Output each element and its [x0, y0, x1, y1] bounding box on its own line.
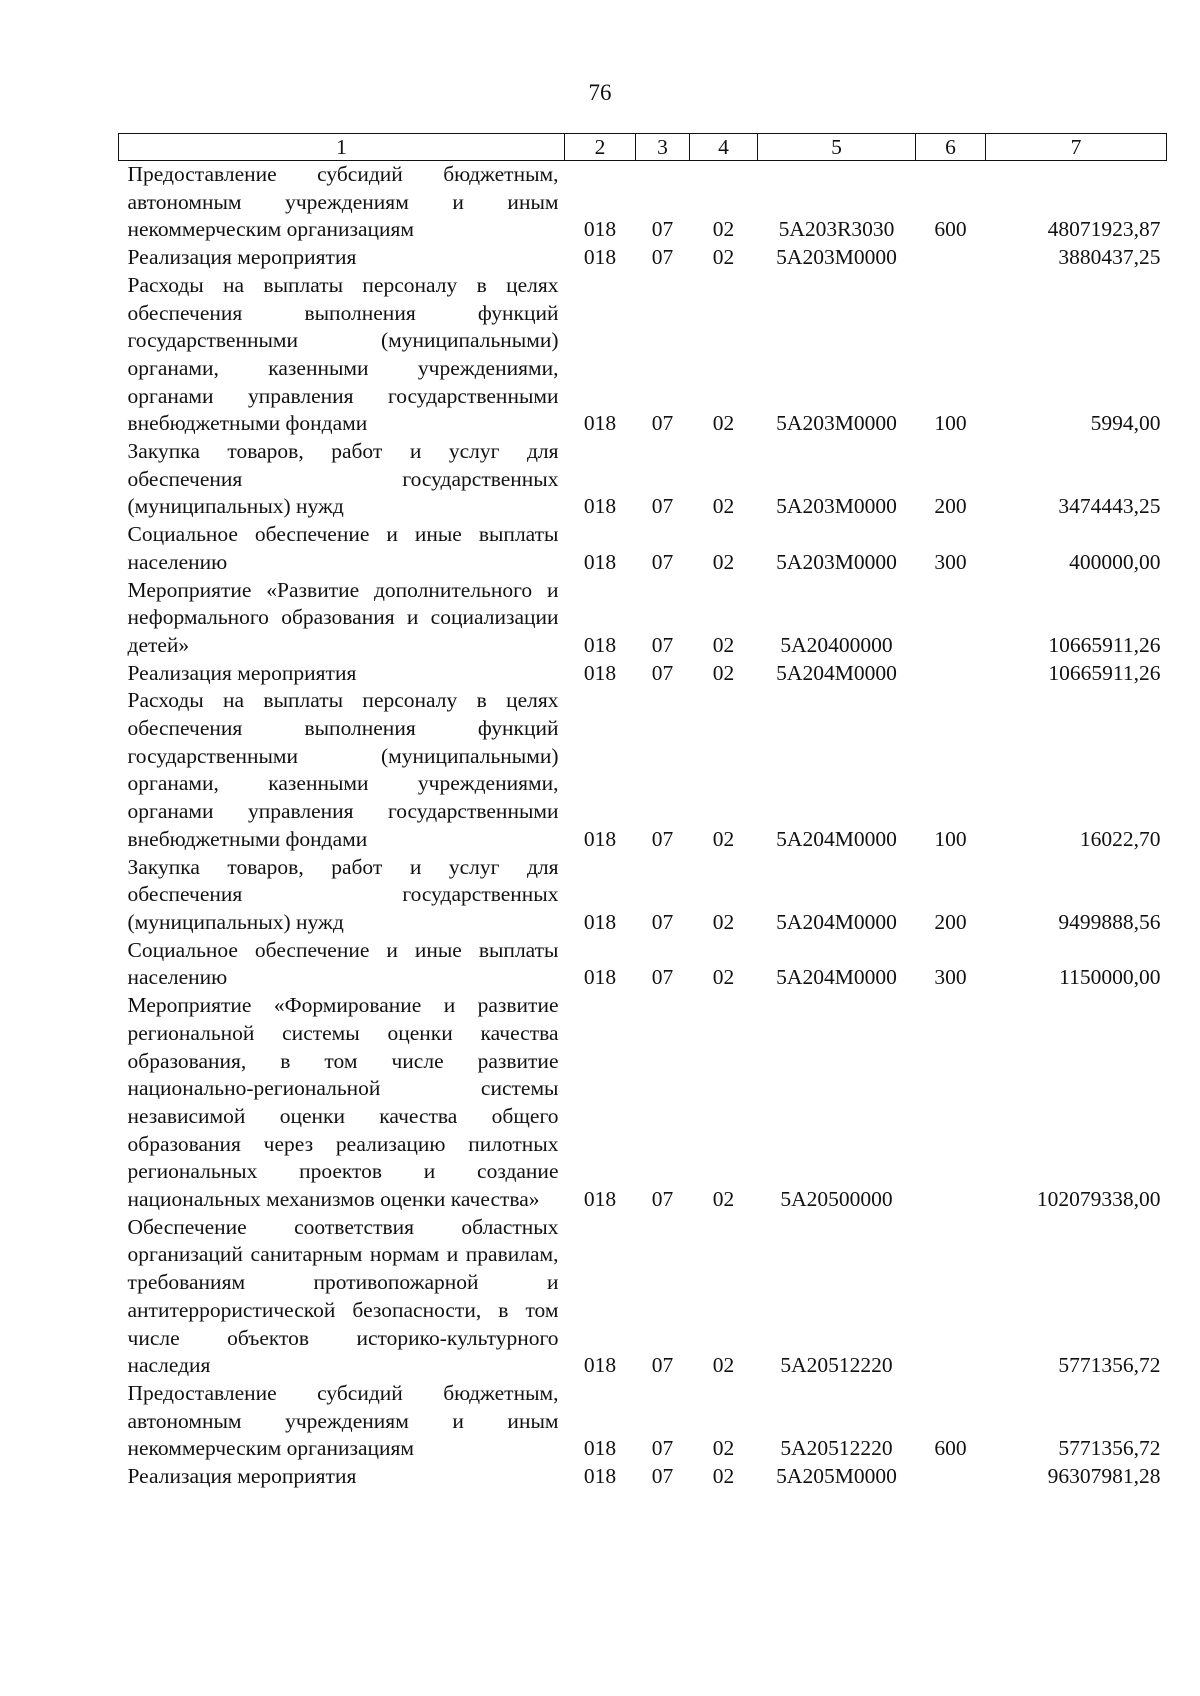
budget-table	[118, 133, 1167, 1491]
table-row	[119, 438, 1167, 521]
table-row	[119, 244, 1167, 272]
table-row	[119, 1380, 1167, 1463]
row-section-code: 07	[651, 245, 674, 270]
row-target-article-code: 5А204М0000	[776, 909, 897, 934]
row-grbs-code: 018	[583, 1464, 617, 1489]
row-grbs-code: 018	[583, 1436, 617, 1461]
table-body	[119, 161, 1167, 1491]
row-grbs-code: 018	[583, 549, 617, 574]
row-grbs-code: 018	[583, 660, 617, 685]
row-expense-type-code	[916, 244, 986, 272]
row-section-code: 07	[651, 1353, 674, 1378]
row-amount: 10665911,26	[1048, 660, 1161, 685]
row-expense-type-code	[916, 992, 986, 1214]
row-subsection-code: 02	[712, 217, 735, 242]
row-subsection-code: 02	[712, 826, 735, 851]
row-section-code: 07	[651, 217, 674, 242]
page-number: 76	[588, 80, 612, 105]
row-section-code: 07	[651, 1436, 674, 1461]
row-name: Социальное обеспечение и иные выплаты населению	[127, 937, 559, 990]
row-amount: 3880437,25	[1058, 245, 1161, 270]
row-section-code: 07	[651, 1464, 674, 1489]
row-amount: 3474443,25	[1058, 494, 1161, 519]
row-expense-type-code	[916, 577, 986, 660]
row-expense-type-code: 100	[934, 826, 967, 851]
row-expense-type-code	[916, 1214, 986, 1380]
table-row	[119, 577, 1167, 660]
row-grbs-code: 018	[583, 632, 617, 657]
row-amount: 96307981,28	[1047, 1464, 1161, 1489]
row-subsection-code: 02	[712, 549, 735, 574]
row-grbs-code: 018	[583, 1187, 617, 1212]
row-section-code: 07	[651, 549, 674, 574]
row-name: Предоставление субсидий бюджетным, автономным учреждениям и иным некоммерческим организациям	[127, 162, 559, 242]
row-expense-type-code: 200	[934, 909, 967, 934]
row-section-code: 07	[651, 411, 674, 436]
table-row	[119, 992, 1167, 1214]
table-row	[119, 687, 1167, 853]
row-expense-type-code: 100	[934, 411, 967, 436]
table-row	[119, 161, 1167, 245]
table-row	[119, 272, 1167, 438]
row-target-article-code: 5А203М0000	[776, 411, 897, 436]
row-grbs-code: 018	[583, 494, 617, 519]
row-name: Мероприятие «Развитие дополнительного и неформального образования и социализации детей»	[127, 577, 559, 657]
row-section-code: 07	[651, 965, 674, 990]
row-grbs-code: 018	[583, 909, 617, 934]
row-section-code: 07	[651, 909, 674, 934]
row-subsection-code: 02	[712, 660, 735, 685]
row-target-article-code: 5А20500000	[780, 1187, 893, 1212]
row-target-article-code: 5А204М0000	[776, 660, 897, 685]
row-name: Закупка товаров, работ и услуг для обеспечения государственных (муниципальных) нужд	[127, 439, 559, 519]
row-subsection-code: 02	[712, 411, 735, 436]
table-row	[119, 854, 1167, 937]
row-amount: 5771356,72	[1058, 1436, 1161, 1461]
row-amount: 400000,00	[1069, 549, 1161, 574]
row-name: Обеспечение соответствия областных организаций санитарным нормам и правилам, требованиям противопожарной и антитеррористической безопасности, в том числе объектов историко-культурного наследия	[127, 1214, 559, 1378]
row-subsection-code: 02	[712, 1353, 735, 1378]
row-subsection-code: 02	[712, 494, 735, 519]
row-subsection-code: 02	[712, 1436, 735, 1461]
column-header-5: 5	[758, 134, 916, 161]
table-row	[119, 521, 1167, 576]
row-name: Закупка товаров, работ и услуг для обеспечения государственных (муниципальных) нужд	[127, 854, 559, 934]
row-subsection-code: 02	[712, 245, 735, 270]
row-amount: 48071923,87	[1047, 217, 1161, 242]
row-expense-type-code: 600	[934, 1436, 967, 1461]
row-amount: 9499888,56	[1058, 909, 1161, 934]
row-amount: 16022,70	[1079, 826, 1161, 851]
row-target-article-code: 5А205М0000	[776, 1464, 897, 1489]
row-expense-type-code	[916, 660, 986, 688]
row-grbs-code: 018	[583, 245, 617, 270]
row-expense-type-code: 300	[934, 965, 967, 990]
row-subsection-code: 02	[712, 1464, 735, 1489]
column-header-1: 1	[119, 134, 565, 161]
row-target-article-code: 5А20512220	[780, 1353, 893, 1378]
row-name: Мероприятие «Формирование и развитие региональной системы оценки качества образования, в том числе развитие национально-региональной системы независимой оценки качества общего образования через реализацию пилотных региональных проектов и создание национальных механизмов оценки качества»	[127, 993, 559, 1212]
row-section-code: 07	[651, 660, 674, 685]
column-header-7: 7	[986, 134, 1167, 161]
row-name: Реализация мероприятия	[127, 1464, 357, 1489]
row-amount: 10665911,26	[1048, 632, 1161, 657]
row-expense-type-code: 300	[934, 549, 967, 574]
row-name: Расходы на выплаты персоналу в целях обеспечения выполнения функций государственными (муниципальными) органами, казенными учреждениями, органами управления государственными внебюджетными фондами	[127, 688, 559, 851]
table-header	[119, 134, 1167, 161]
row-section-code: 07	[651, 1187, 674, 1212]
row-target-article-code: 5А204М0000	[776, 826, 897, 851]
row-amount: 1150000,00	[1059, 965, 1161, 990]
table-row	[119, 1214, 1167, 1380]
table-row	[119, 937, 1167, 992]
row-target-article-code: 5А204М0000	[776, 965, 897, 990]
row-name: Реализация мероприятия	[127, 660, 357, 685]
row-grbs-code: 018	[583, 965, 617, 990]
table-row	[119, 1463, 1167, 1491]
row-target-article-code: 5А20512220	[780, 1436, 893, 1461]
row-target-article-code: 5А203М0000	[776, 245, 897, 270]
row-target-article-code: 5А203М0000	[776, 549, 897, 574]
row-name: Социальное обеспечение и иные выплаты населению	[127, 522, 559, 574]
column-header-6: 6	[916, 134, 986, 161]
row-section-code: 07	[651, 826, 674, 851]
row-name: Предоставление субсидий бюджетным, автономным учреждениям и иным некоммерческим организациям	[127, 1380, 559, 1461]
row-grbs-code: 018	[583, 826, 617, 851]
column-header-3: 3	[636, 134, 690, 161]
row-grbs-code: 018	[583, 411, 617, 436]
row-grbs-code: 018	[583, 1353, 617, 1378]
column-header-2: 2	[565, 134, 636, 161]
row-target-article-code: 5А20400000	[780, 632, 893, 657]
row-name: Расходы на выплаты персоналу в целях обеспечения выполнения функций государственными (муниципальными) органами, казенными учреждениями, органами управления государственными внебюджетными фондами	[127, 272, 559, 436]
row-subsection-code: 02	[712, 632, 735, 657]
row-subsection-code: 02	[712, 1187, 735, 1212]
row-section-code: 07	[651, 494, 674, 519]
row-target-article-code: 5А203М0000	[776, 494, 897, 519]
row-expense-type-code: 600	[934, 217, 967, 242]
row-subsection-code: 02	[712, 909, 735, 934]
row-name: Реализация мероприятия	[127, 245, 357, 270]
row-target-article-code: 5А203R3030	[778, 217, 895, 242]
row-grbs-code: 018	[583, 217, 617, 242]
table-row	[119, 660, 1167, 688]
row-expense-type-code: 200	[934, 494, 967, 519]
row-section-code: 07	[651, 632, 674, 657]
header-row	[119, 134, 1167, 161]
row-amount: 5771356,72	[1058, 1353, 1161, 1378]
row-amount: 102079338,00	[1036, 1187, 1161, 1212]
column-header-4: 4	[690, 134, 758, 161]
row-amount: 5994,00	[1090, 411, 1161, 436]
row-subsection-code: 02	[712, 965, 735, 990]
row-expense-type-code	[916, 1463, 986, 1491]
